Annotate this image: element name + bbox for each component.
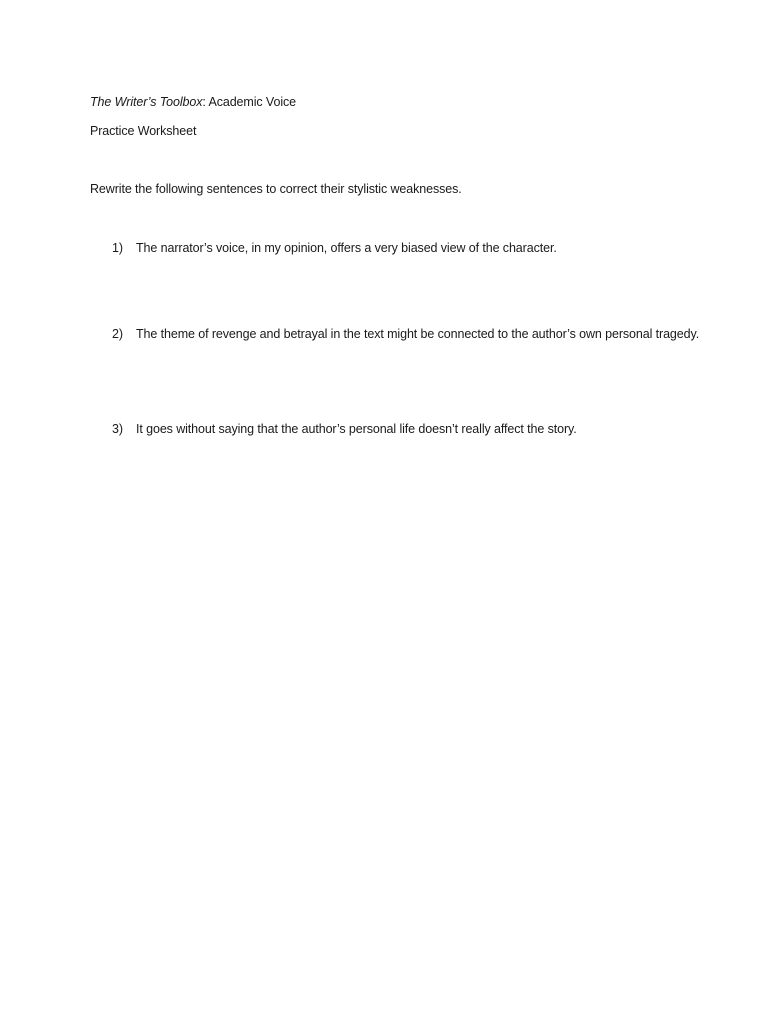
exercise-sentence: It goes without saying that the author’s personal life doesn’t really affect the story.	[136, 422, 577, 436]
exercise-item-3	[112, 420, 712, 440]
title-book-name: The Writer’s Toolbox	[90, 95, 203, 109]
title-topic: : Academic Voice	[202, 95, 296, 109]
exercise-number: 1)	[112, 241, 123, 255]
page-title	[90, 93, 296, 111]
exercise-item-2	[112, 325, 712, 345]
exercise-number: 3)	[112, 422, 123, 436]
exercise-item-1	[112, 239, 712, 259]
page-subtitle: Practice Worksheet	[90, 124, 197, 138]
exercise-sentence: The narrator’s voice, in my opinion, offers a very biased view of the character.	[136, 241, 557, 255]
exercise-sentence: The theme of revenge and betrayal in the text might be connected to the author’s own personal tragedy.	[136, 327, 700, 341]
instructions-text: Rewrite the following sentences to correct their stylistic weaknesses.	[90, 182, 462, 196]
exercise-number: 2)	[112, 327, 123, 341]
